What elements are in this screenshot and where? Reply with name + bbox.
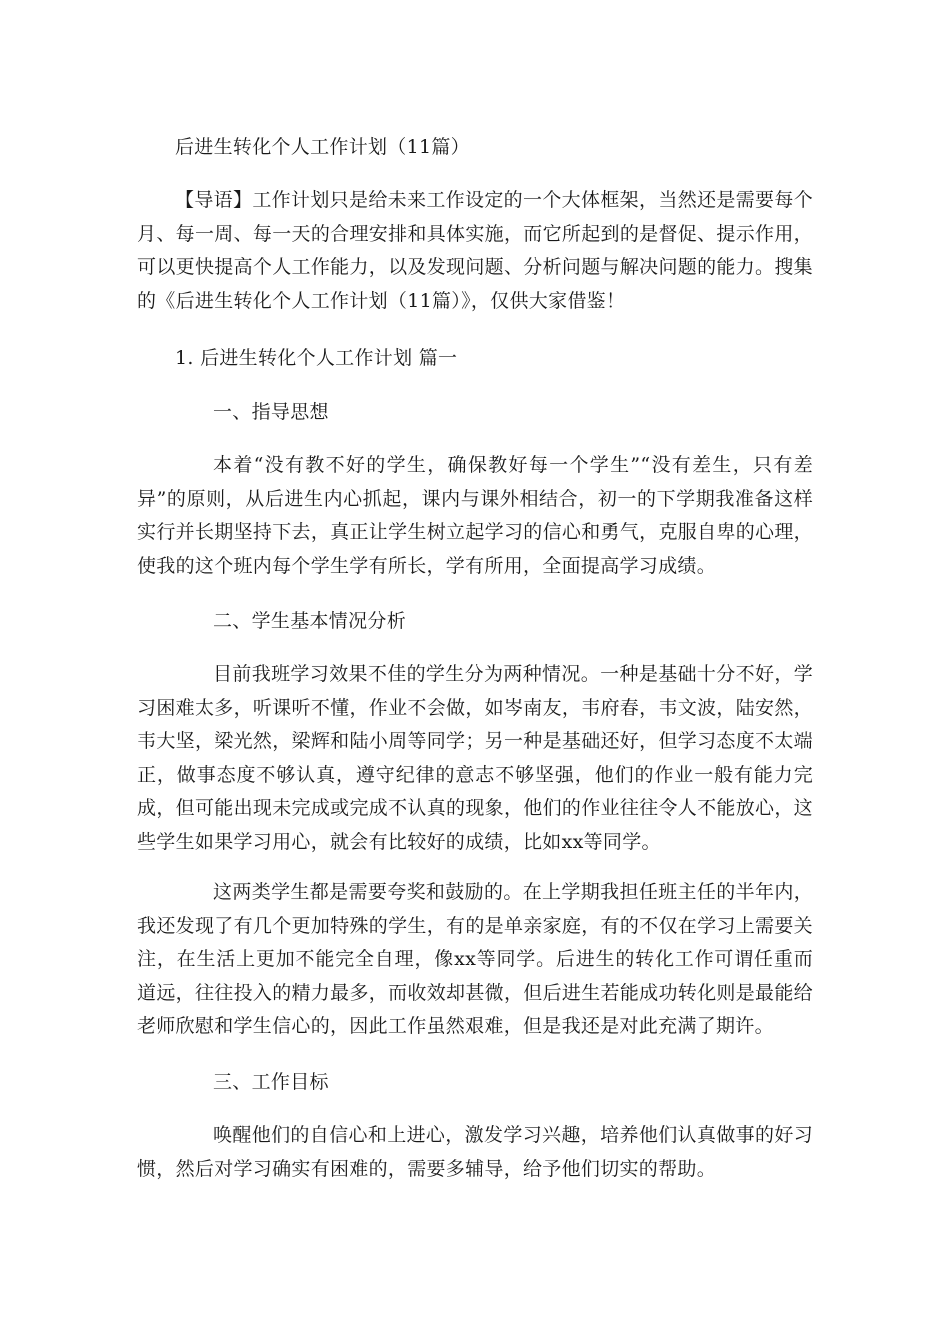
paragraph-guiding-thought: 本着“没有教不好的学生，确保教好每一个学生”“没有差生，只有差异”的原则，从后进生内心抓起，课内与课外相结合，初一的下学期我准备这样实行并长期坚持下去，真正让学生树立起学习的信心和勇气，克服自卑的心理，使我的这个班内每个学生学有所长，学有所用，全面提高学习成绩。 [137, 454, 813, 577]
paragraph-special-students: 这两类学生都是需要夸奖和鼓励的。在上学期我担任班主任的半年内，我还发现了有几个更加特殊的学生，有的是单亲家庭，有的不仅在学习上需要关注，在生活上更加不能完全自理，像xx等同学。后进生的转化工作可谓任重而道远，往往投入的精力最多，而收效却甚微，但后进生若能成功转化则是最能给老师欣慰和学生信心的，因此工作虽然艰难，但是我还是对此充满了期许。 [137, 881, 813, 1037]
heading-guiding-thought: 一、指导思想 [213, 401, 329, 423]
heading-student-analysis: 二、学生基本情况分析 [213, 610, 407, 632]
heading-work-goals: 三、工作目标 [213, 1071, 329, 1093]
section-heading: 1. 后进生转化个人工作计划 篇一 [175, 347, 458, 369]
intro-paragraph: 【导语】工作计划只是给未来工作设定的一个大体框架，当然还是需要每个月、每一周、每一天的合理安排和具体实施，而它所起到的是督促、提示作用，可以更快提高个人工作能力，以及发现问题、分析问题与解决问题的能力。搜集的《后进生转化个人工作计划（11篇）》，仅供大家借鉴！ [137, 189, 813, 312]
document-title: 后进生转化个人工作计划（11篇） [175, 136, 470, 158]
paragraph-student-analysis: 目前我班学习效果不佳的学生分为两种情况。一种是基础十分不好，学习困难太多，听课听不懂，作业不会做，如岑南友，韦府春，韦文波，陆安然，韦大坚，梁光然，梁辉和陆小周等同学；另一种是基础还好，但学习态度不太端正，做事态度不够认真，遵守纪律的意志不够坚强，他们的作业一般有能力完成，但可能出现未完成或完成不认真的现象，他们的作业往往令人不能放心，这些学生如果学习用心，就会有比较好的成绩，比如xx等同学。 [137, 663, 813, 853]
paragraph-work-goals: 唤醒他们的自信心和上进心，激发学习兴趣，培养他们认真做事的好习惯，然后对学习确实有困难的，需要多辅导，给予他们切实的帮助。 [137, 1124, 813, 1180]
